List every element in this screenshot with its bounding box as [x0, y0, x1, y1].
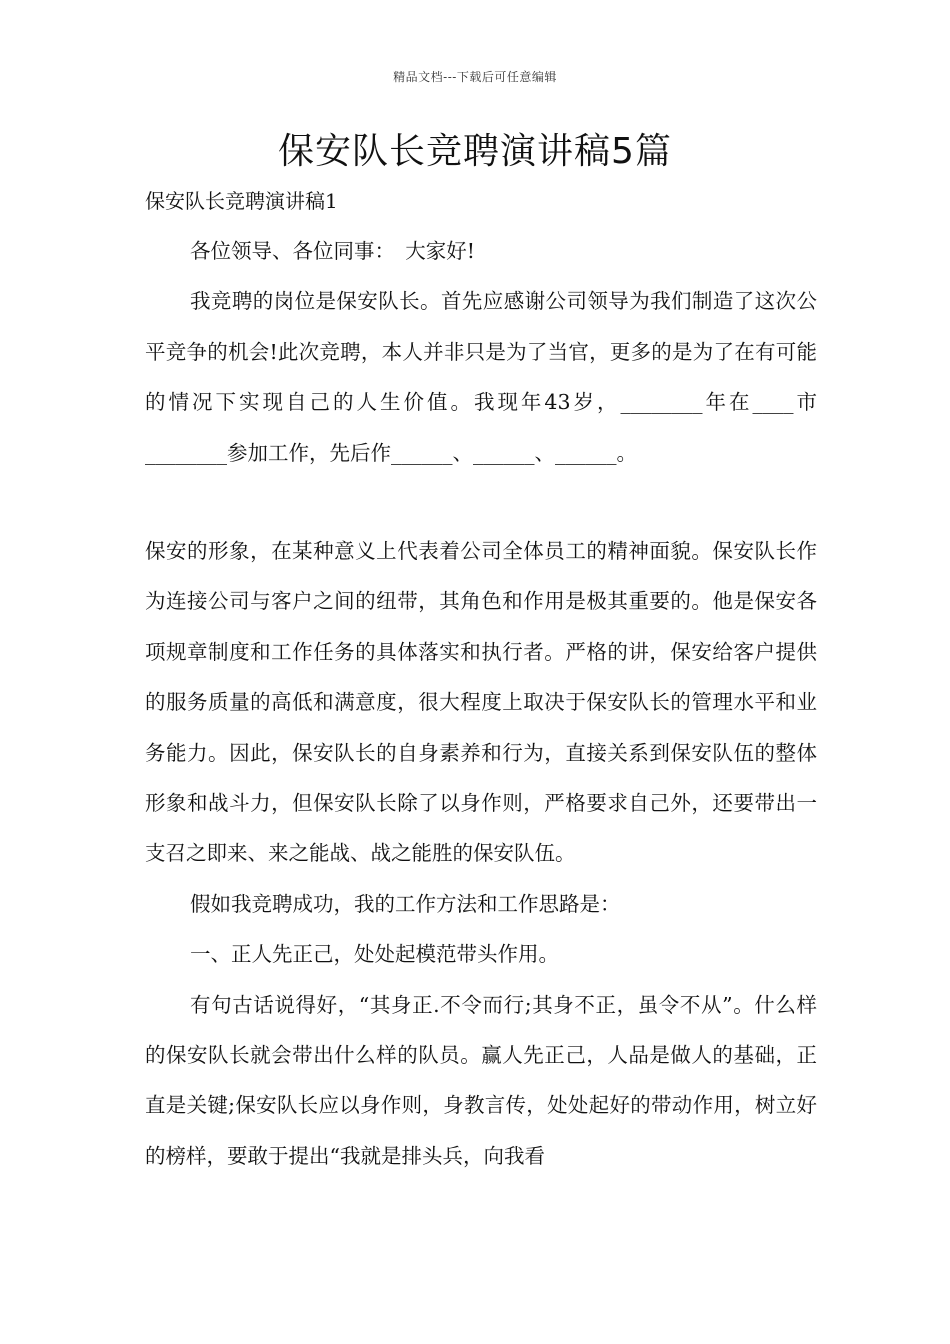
- paragraph-2: 保安的形象，在某种意义上代表着公司全体员工的精神面貌。保安队长作为连接公司与客户之间的纽带，其角色和作用是极其重要的。他是保安各项规章制度和工作任务的具体落实和执行者。严格的讲，保安给客户提供的服务质量的高低和满意度，很大程度上取决于保安队长的管理水平和业务能力。因此，保安队长的自身素养和行为，直接关系到保安队伍的整体形象和战斗力，但保安队长除了以身作则，严格要求自己外，还要带出一支召之即来、来之能战、战之能胜的保安队伍。: [145, 539, 817, 866]
- paragraph-5: 有句古话说得好，“其身正.不令而行;其身不正，虽令不从”。什么样的保安队长就会带出什么样的队员。赢人先正己，人品是做人的基础，正直是关键;保安队长应以身作则，身教言传，处处起好的带动作用，树立好的榜样，要敢于提出“我就是排头兵，向我看: [145, 992, 817, 1168]
- section-2-body: [145, 526, 817, 1181]
- section-subtitle: 保安队长竞聘演讲稿1: [145, 189, 338, 213]
- greeting-paragraph: 各位领导、各位同事： 大家好!: [190, 239, 475, 263]
- section-1-body: [145, 226, 817, 478]
- document-title: 保安队长竞聘演讲稿5篇: [278, 131, 672, 172]
- paragraph-3: 假如我竞聘成功，我的工作方法和工作思路是：: [190, 891, 621, 916]
- paragraph-1: 我竞聘的岗位是保安队长。首先应感谢公司领导为我们制造了这次公平竞争的机会!此次竞聘，本人并非只是为了当官，更多的是为了在有可能的情况下实现自己的人生价值。我现年43岁，________年在____市________参加工作，先后作______、______、______。: [145, 289, 817, 465]
- paragraph-4: 一、正人先正己，处处起模范带头作用。: [190, 942, 559, 967]
- header-note: 精品文档---下载后可任意编辑: [393, 70, 557, 84]
